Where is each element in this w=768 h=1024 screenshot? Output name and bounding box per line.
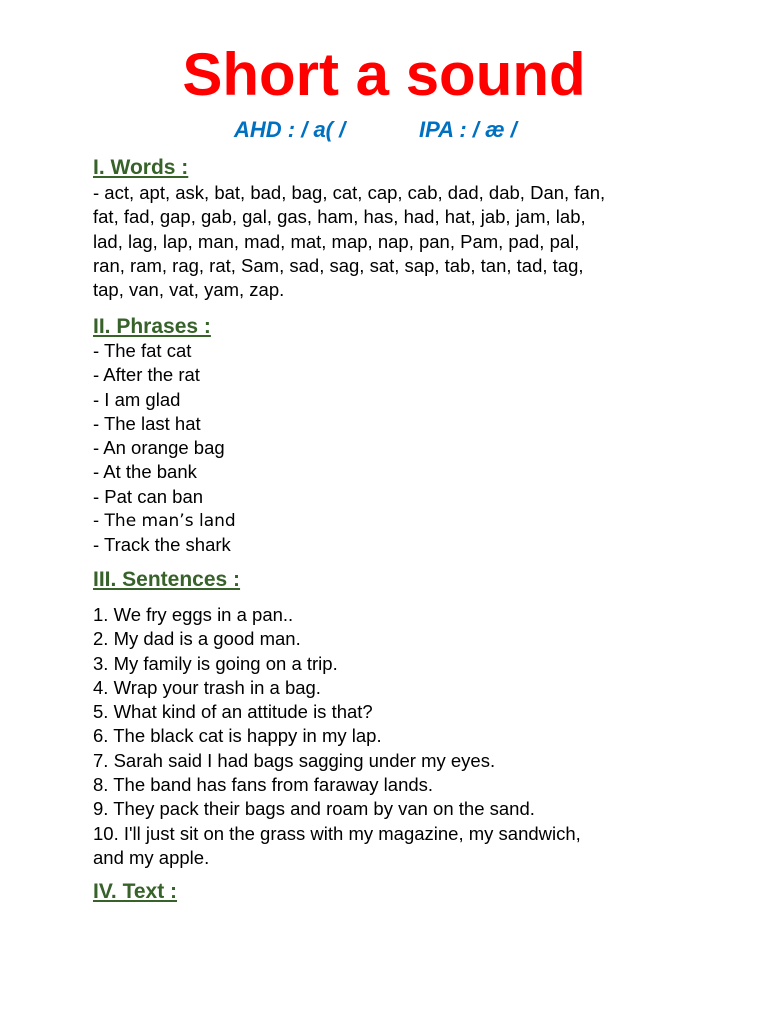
sentences-list	[93, 603, 683, 870]
sentence-line: 5. What kind of an attitude is that?	[93, 701, 373, 723]
sentence-line: and my apple.	[93, 846, 210, 868]
sentence-line: 1. We fry eggs in a pan..	[93, 604, 294, 625]
page-title: Short a sound	[182, 41, 586, 108]
words-list	[93, 181, 683, 302]
sentence-line: 9. They pack their bags and roam by van on the sand.	[93, 798, 535, 820]
phrases-heading: II. Phrases :	[93, 315, 211, 338]
words-line: lad, lag, lap, man, mad, mat, map, nap, pan, Pam, pad, pal,	[93, 230, 580, 252]
phrase-item: - Pat can ban	[93, 485, 204, 507]
phrases-list	[93, 339, 683, 558]
sentence-line: 6. The black cat is happy in my lap.	[93, 725, 382, 747]
sentence-line: 3. My family is going on a trip.	[93, 652, 338, 674]
sentence-line: 4. Wrap your trash in a bag.	[93, 676, 321, 698]
sentences-heading: III. Sentences :	[93, 568, 241, 591]
phrase-item: - At the bank	[93, 461, 197, 483]
words-line: ran, ram, rag, rat, Sam, sad, sag, sat, sap, tab, tan, tad, tag,	[93, 254, 584, 276]
words-line: - act, apt, ask, bat, bad, bag, cat, cap, cab, dad, dab, Dan, fan,	[93, 182, 606, 203]
phrase-item: - After the rat	[93, 364, 200, 386]
text-heading: IV. Text :	[93, 880, 178, 903]
words-line: fat, fad, gap, gab, gal, gas, ham, has, had, hat, jab, jam, lab,	[93, 206, 586, 228]
words-heading: I. Words :	[93, 156, 189, 179]
phrase-item: - I am glad	[93, 388, 181, 410]
sentence-line: 7. Sarah said I had bags sagging under my eyes.	[93, 749, 496, 771]
sentence-line: 10. I'll just sit on the grass with my magazine, my sandwich,	[93, 822, 581, 844]
sentence-line: 8. The band has fans from faraway lands.	[93, 774, 434, 796]
phrase-item: - The fat cat	[93, 340, 192, 361]
phrase-item: - The last hat	[93, 412, 201, 434]
sentence-line: 2. My dad is a good man.	[93, 628, 301, 650]
ahd-pronunciation: AHD : / a( /	[234, 117, 346, 142]
ipa-pronunciation: IPA : / æ /	[419, 117, 517, 142]
phrase-item: - The man’s land	[93, 511, 236, 532]
phrase-item: - Track the shark	[93, 534, 231, 556]
phrase-item: - An orange bag	[93, 437, 225, 459]
words-line: tap, van, vat, yam, zap.	[93, 279, 285, 301]
